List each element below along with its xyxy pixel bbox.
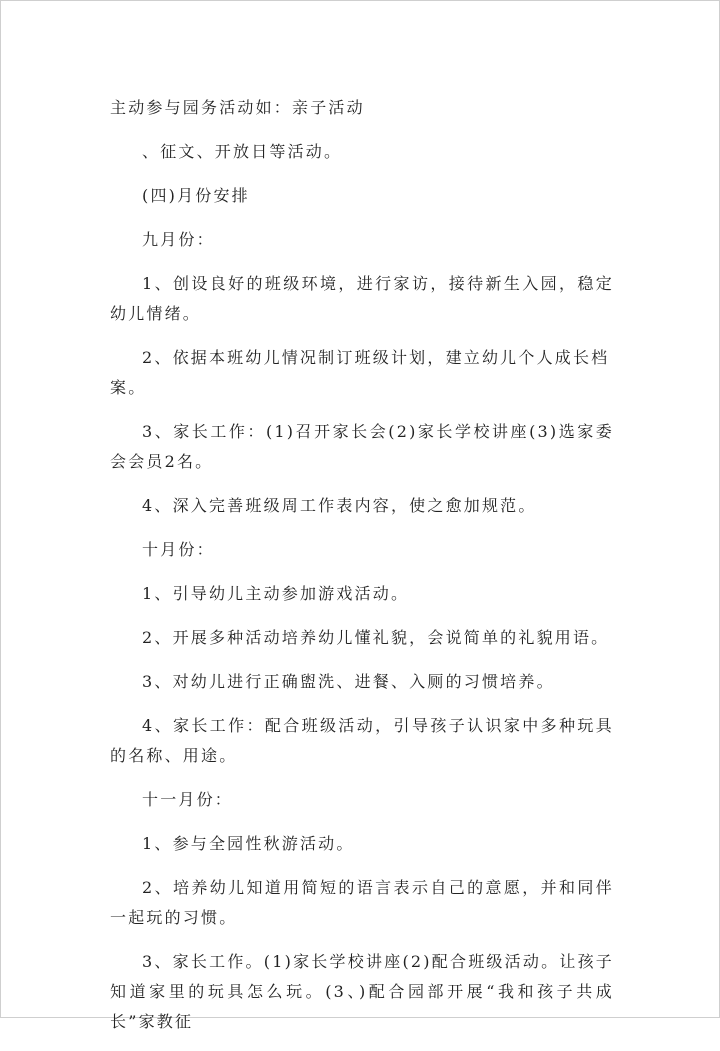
list-item: 2、依据本班幼儿情况制订班级计划，建立幼儿个人成长档案。 [110,348,610,397]
paragraph: 主动参与园务活动如：亲子活动 [110,98,365,117]
list-item: 4、深入完善班级周工作表内容，使之愈加规范。 [142,496,537,515]
month-heading-november: 十一月份： [142,790,234,809]
list-item: 2、开展多种活动培养幼儿懂礼貌，会说简单的礼貌用语。 [142,628,610,647]
month-heading-october: 十月份： [142,540,215,559]
section-heading: (四)月份安排 [142,186,250,205]
list-item: 3、对幼儿进行正确盥洗、进餐、入厕的习惯培养。 [142,672,555,691]
list-item: 2、培养幼儿知道用简短的语言表示自己的意愿，并和同伴一起玩的习惯。 [110,878,614,927]
list-item: 1、引导幼儿主动参加游戏活动。 [142,584,410,603]
list-item: 1、参与全园性秋游活动。 [142,834,355,853]
month-heading-september: 九月份： [142,230,215,249]
list-item: 4、家长工作：配合班级活动，引导孩子认识家中多种玩具的名称、用途。 [110,716,614,765]
list-item: 3、家长工作：(1)召开家长会(2)家长学校讲座(3)选家委会会员2名。 [110,422,614,471]
list-item: 3、家长工作。(1)家长学校讲座(2)配合班级活动。让孩子知道家里的玩具怎么玩。(3、)配合园部开展“我和孩子共成长”家教征 [110,952,614,1031]
paragraph: 、征文、开放日等活动。 [142,142,343,161]
document-body [110,93,614,1051]
list-item: 1、创设良好的班级环境，进行家访，接待新生入园，稳定幼儿情绪。 [110,274,614,323]
